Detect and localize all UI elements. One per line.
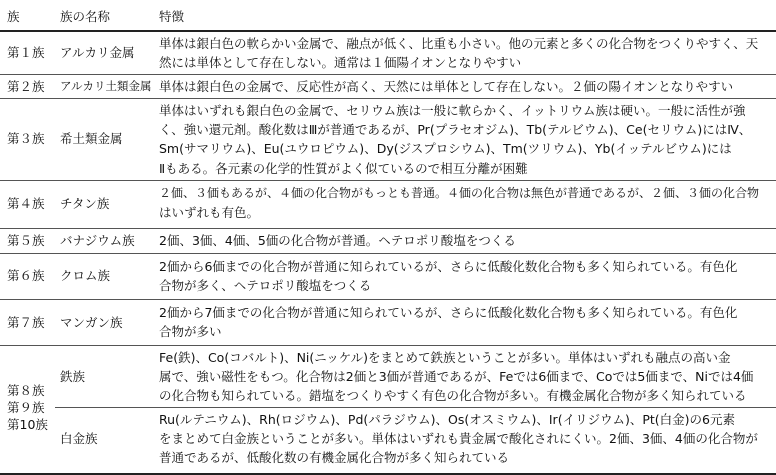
row-divider — [0, 74, 776, 75]
row-divider — [0, 345, 776, 346]
group-number: 第10族 — [7, 417, 48, 432]
description-line: 単体は銀白色の金属で、反応性が高く、天然には単体として存在しない。２価の陽イオンとなりやすい — [159, 79, 734, 94]
group-name-iron: 鉄族 — [60, 369, 86, 384]
description-line: 合物が多い — [159, 324, 222, 340]
group-number: 第７族 — [7, 315, 45, 330]
description-line: ２価、３価もあるが、４価の化合物がもっとも普通。４価の化合物は無色が普通であるが、２価、３価の化合物 — [159, 186, 760, 200]
group-name: チタン族 — [60, 196, 110, 211]
description-line: 単体は銀白色の軟らかい金属で、融点が低く、比重も小さい。他の元素と多くの化合物をつくりやすく、天 — [159, 36, 759, 51]
description-line: の化合物も知られている。錯塩をつくりやすく有色の化合物が多い。有機金属化合物が多く知られている — [159, 388, 747, 404]
group-number: 第８族 — [7, 383, 45, 398]
platinum-group-description — [159, 410, 771, 468]
iron-group-description — [159, 348, 771, 406]
description-line: Ru(ルテニウム)、Rh(ロジウム)、Pd(パラジウム)、Os(オスミウム)、Ir(イリジウム)、Pt(白金)の6元素 — [159, 412, 735, 427]
group-name: マンガン族 — [60, 315, 123, 330]
description-line: Fe(鉄)、Co(コバルト)、Ni(ニッケル)をまとめて鉄族ということが多い。単体はいずれも融点の高い金 — [159, 350, 731, 365]
group-description — [159, 257, 771, 295]
description-line: 普通であるが、低酸化数の有機金属化合物が多く知られている — [159, 450, 510, 466]
group-name: バナジウム族 — [60, 233, 135, 248]
description-line: はいずれも有色。 — [159, 205, 260, 221]
group-description — [159, 77, 771, 96]
description-line: 2価から7価までの化合物が普通に知られているが、さらに低酸化数化合物も多く知られている。有色化 — [159, 305, 738, 320]
description-line: 2価、3価、4価、5価の化合物が普通。ヘテロポリ酸塩をつくる — [159, 233, 516, 248]
group-number: 第６族 — [7, 268, 45, 283]
group-name: アルカリ土類金属 — [60, 79, 152, 93]
header-group: 族 — [7, 9, 20, 24]
group-description — [159, 231, 771, 250]
description-line: 2価から6価までの化合物が普通に知られているが、さらに低酸化数化合物も多く知られている。有色化 — [159, 259, 738, 274]
description-line: 合物が多く、ヘテロポリ酸塩をつくる — [159, 278, 372, 294]
group-name: 希土類金属 — [60, 131, 123, 146]
description-line: Sm(サマリウム)、Eu(ユウロピウム)、Dy(ジスプロシウム)、Tm(ツリウム)、Yb(イッテルビウム)には — [159, 141, 732, 157]
description-line: をまとめて白金族ということが多い。単体はいずれも貴金属で酸化されにくい。2価、3価、4価の化合物が — [159, 431, 758, 447]
header-features: 特徴 — [159, 9, 185, 24]
row-divider — [0, 253, 776, 254]
description-line: く、強い還元剤。酸化数はⅢが普通であるが、Pr(プラセオジム)、Tb(テルビウム)、Ce(セリウム)にはⅣ、 — [159, 122, 752, 138]
row-divider — [0, 180, 776, 181]
table-header — [0, 0, 776, 31]
group-description — [159, 184, 771, 222]
group-name: アルカリ金属 — [60, 45, 135, 60]
table-bottom-rule — [0, 473, 776, 475]
group-name-platinum: 白金族 — [60, 431, 98, 446]
subrow-divider — [55, 407, 776, 408]
group-number: 第４族 — [7, 196, 45, 211]
group-number: 第５族 — [7, 233, 45, 248]
group-number: 第１族 — [7, 45, 45, 60]
row-divider — [0, 299, 776, 300]
row-divider — [0, 98, 776, 99]
group-description — [159, 303, 771, 341]
header-rule — [0, 30, 776, 32]
group-description — [159, 101, 771, 178]
group-number: 第２族 — [7, 79, 45, 94]
group-number: 第３族 — [7, 131, 45, 146]
description-line: 単体はいずれも銀白色の金属で、セリウム族は一般に軟らかく、イットリウム族は硬い。一般に活性が強 — [159, 103, 746, 118]
description-line: 属で、強い磁性をもつ。化合物は2価と3価が普通であるが、Feでは6価まで、Coでは5価まで、Niでは4価 — [159, 369, 754, 385]
header-name: 族の名称 — [60, 9, 111, 24]
group-number: 第９族 — [7, 400, 45, 415]
description-line: 然には単体として存在しない。通常は１価陽イオンとなりやすい — [159, 55, 522, 71]
description-line: Ⅱもある。各元素の化学的性質がよく似ているので相互分離が困難 — [159, 160, 528, 176]
row-divider — [0, 228, 776, 229]
group-description — [159, 34, 771, 72]
group-name: クロム族 — [60, 268, 111, 283]
group-number-merged — [7, 382, 55, 433]
